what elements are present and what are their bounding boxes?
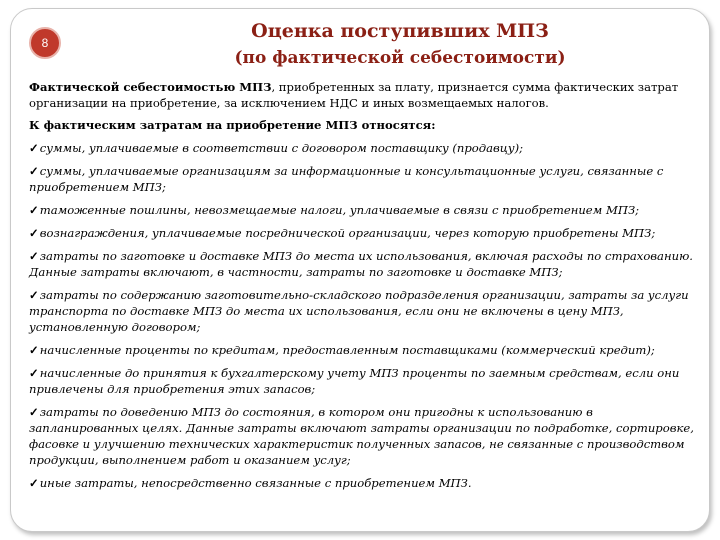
title-line-1: Оценка поступивших МПЗ <box>251 20 549 42</box>
check-icon: ✓ <box>29 366 39 380</box>
list-item-text: таможенные пошлины, невозмещаемые налоги, уплачиваемые в связи с приобретением МПЗ; <box>39 203 640 217</box>
list-item-text: затраты по доведению МПЗ до состояния, в котором они пригодны к использованию в запланированных целях. Данные затраты включают затраты организации по подработке, сортировке, фасовке и улучшению технических характеристик полученных запасов, не связанные с производством продукции, выполнением работ и оказанием услуг; <box>29 405 694 467</box>
check-icon: ✓ <box>29 343 39 357</box>
list-item-text: вознаграждения, уплачиваемые посреднической организации, через которую приобретены МПЗ; <box>39 226 656 240</box>
check-icon: ✓ <box>29 164 39 178</box>
list-item <box>29 475 695 491</box>
slide-number-badge: 8 <box>29 27 61 59</box>
check-icon: ✓ <box>29 203 39 217</box>
check-icon: ✓ <box>29 288 39 302</box>
list-item <box>29 140 695 156</box>
check-icon: ✓ <box>29 226 39 240</box>
list-item <box>29 163 695 195</box>
list-item-text: начисленные до принятия к бухгалтерскому учету МПЗ проценты по заемным средствам, если они привлечены для приобретения этих запасов; <box>29 366 680 396</box>
list-item-text: начисленные проценты по кредитам, предоставленным поставщиками (коммерческий кредит); <box>39 343 655 357</box>
list-item <box>29 342 695 358</box>
list-item-text: суммы, уплачиваемые организациям за информационные и консультационные услуги, связанные с приобретением МПЗ; <box>29 164 664 194</box>
intro-bold-term: Фактической себестоимостью МПЗ <box>29 80 272 94</box>
list-item <box>29 404 695 468</box>
title-line-2: (по фактической себестоимости) <box>234 48 566 68</box>
list-item <box>29 287 695 335</box>
list-item <box>29 365 695 397</box>
check-icon: ✓ <box>29 249 39 263</box>
check-icon: ✓ <box>29 141 39 155</box>
list-item-text: иные затраты, непосредственно связанные с приобретением МПЗ. <box>39 476 472 490</box>
list-item <box>29 202 695 218</box>
list-item <box>29 225 695 241</box>
cost-items-list <box>29 140 695 491</box>
slide-title <box>131 19 669 71</box>
slide-body <box>29 79 695 498</box>
list-item-text: затраты по содержанию заготовительно-складского подразделения организации, затраты за услуги транспорта по доставке МПЗ до места их использования, если они не включены в цену МПЗ, установленную договором; <box>29 288 689 334</box>
list-item-text: суммы, уплачиваемые в соответствии с договором поставщику (продавцу); <box>39 141 524 155</box>
check-icon: ✓ <box>29 476 39 490</box>
check-icon: ✓ <box>29 405 39 419</box>
slide-frame <box>10 8 710 532</box>
list-item <box>29 248 695 280</box>
list-item-text: затраты по заготовке и доставке МПЗ до места их использования, включая расходы по страхованию. Данные затраты включают, в частности, затраты по заготовке и доставке МПЗ; <box>29 249 693 279</box>
intro-paragraph <box>29 79 695 111</box>
intro-text: , приобретенных за плату, признается сумма фактических затрат организации на приобретение, за исключением НДС и иных возмещаемых налогов. <box>29 80 679 110</box>
list-heading: К фактическим затратам на приобретение МПЗ относятся: <box>29 118 436 132</box>
